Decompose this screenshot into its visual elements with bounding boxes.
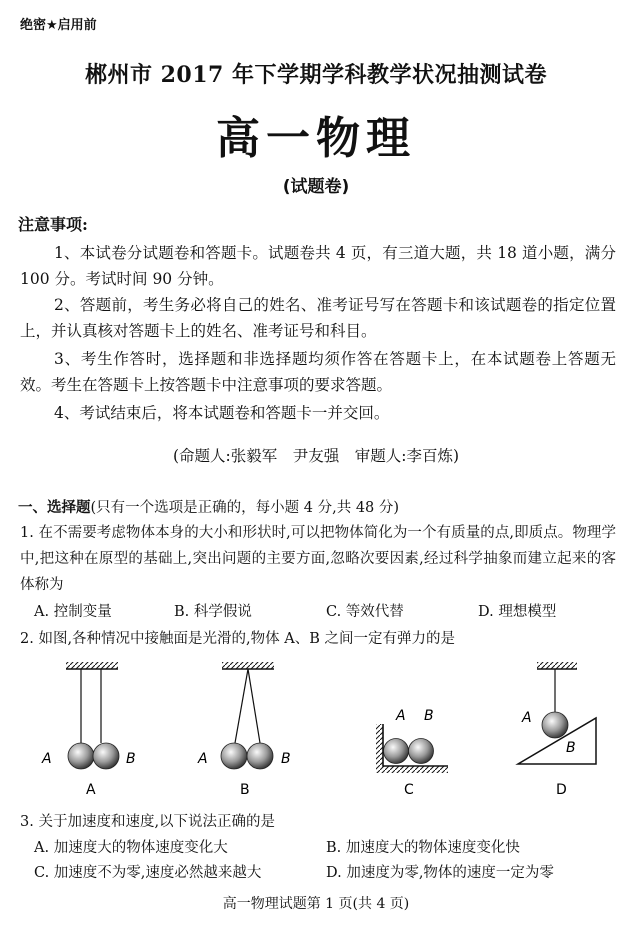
q3-option-c: C. 加速度不为零,速度必然越来越大 [34,865,262,881]
label-a-in-d: A [522,710,532,726]
section-desc: (只有一个选项是正确的，每小题 4 分,共 48 分) [90,500,400,516]
question-1-stem: 1. 在不需要考虑物体本身的大小和形状时,可以把物体简化为一个有质量的点,即质点。物理学中,把这种在原型的基础上,突出问题的主要方面,忽略次要因素,经过科学抽象而建立起来的客体称为 [20,525,616,593]
section-title: 一、选择题 [18,499,91,516]
ball-a-left [68,743,94,769]
ball-b-left [221,743,247,769]
notice-item-2: 2、答题前，考生务必将自己的姓名、准考证号写在答题卡和该试题卷的指定位置上，并认真核对答题卡上的姓名、准考证号和科目。 [20,296,616,340]
ball-c-left [384,739,409,764]
confidential-mark: 绝密★启用前 [20,18,97,33]
ceiling-hatch-a [66,662,118,669]
q3-option-a: A. 加速度大的物体速度变化大 [34,840,228,856]
ceiling-hatch-d [537,662,577,669]
ball-d [542,712,568,738]
exam-title: 郴州市 2017 年下学期学科教学状况抽测试卷 [84,62,548,88]
q1-option-a: A. 控制变量 [34,604,112,620]
notice-item-1: 1、本试卷分试题卷和答题卡。试题卷共 4 页，有三道大题，共 18 道小题，满分 100 分。考试时间 90 分钟。 [20,244,616,288]
caption-c: C [404,782,414,798]
label-b-in-a: B [126,751,136,767]
label-a-in-a: A [42,751,52,767]
q1-option-c: C. 等效代替 [326,604,404,620]
subject-title: 高一物理 [216,113,416,164]
string-b2 [248,669,260,743]
figure-a [66,662,119,769]
caption-b: B [240,782,250,798]
caption-d: D [556,782,567,798]
ceiling-hatch-b [222,662,274,669]
question-2-stem: 2. 如图,各种情况中接触面是光滑的,物体 A、B 之间一定有弹力的是 [20,631,456,647]
question-3-stem: 3. 关于加速度和速度,以下说法正确的是 [20,814,276,830]
q1-option-b: B. 科学假说 [174,604,252,620]
notice-item-4: 4、考试结束后，将本试题卷和答题卡一并交回。 [54,404,390,422]
string-b1 [235,669,248,743]
label-b-in-c: B [424,708,434,724]
ball-a-right [93,743,119,769]
ball-b-right [247,743,273,769]
paper-type: (试题卷) [282,177,350,197]
notice-heading: 注意事项: [18,215,88,234]
q1-option-d: D. 理想模型 [478,604,557,620]
q3-option-d: D. 加速度为零,物体的速度一定为零 [326,865,554,881]
label-b-in-d: B [566,740,576,756]
floor-hatch-c [376,766,448,773]
ball-c-right [409,739,434,764]
caption-a: A [86,782,96,798]
authors-line: (命题人:张毅军 尹友强 审题人:李百炼) [172,447,460,465]
figure-c [376,724,448,773]
wall-hatch-c [376,724,383,766]
figure-b [221,662,274,769]
label-a-in-c: A [396,708,406,724]
label-a-in-b: A [198,751,208,767]
page-footer: 高一物理试题第 1 页(共 4 页) [222,896,410,912]
label-b-in-b: B [281,751,291,767]
q3-option-b: B. 加速度大的物体速度变化快 [326,840,520,856]
notice-item-3: 3、考生作答时，选择题和非选择题均须作答在答题卡上，在本试题卷上答题无效。考生在答题卡上按答题卡中注意事项的要求答题。 [20,350,616,394]
